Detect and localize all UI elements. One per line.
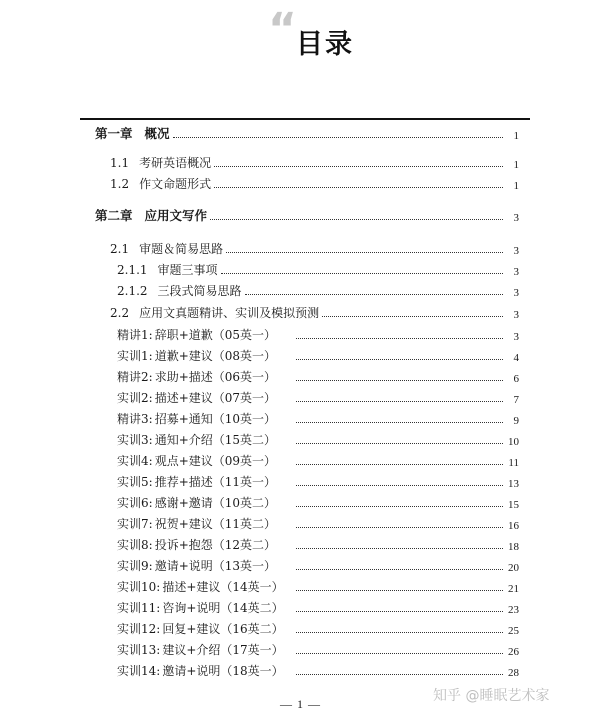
toc-leader-dots xyxy=(245,294,503,295)
toc-entry[interactable] xyxy=(110,174,519,192)
toc-entry[interactable] xyxy=(117,514,519,532)
toc-entry-label xyxy=(117,662,296,679)
toc-entry-number: 第二章 xyxy=(95,208,133,223)
toc-page-number: 3 xyxy=(513,287,519,299)
toc-leader-dots xyxy=(296,485,503,486)
toc-entry[interactable] xyxy=(117,619,519,637)
toc-entry-title: 感谢+邀请（10英二） xyxy=(154,496,277,510)
toc-entry-number: 实训11: xyxy=(117,601,161,615)
toc-entry-number: 实训10: xyxy=(117,580,161,594)
toc-entry[interactable] xyxy=(117,260,519,278)
toc-entry-label xyxy=(95,206,210,224)
toc-page-number: 25 xyxy=(508,625,519,637)
toc-entry[interactable] xyxy=(117,430,519,448)
toc-entry-label xyxy=(110,175,214,192)
toc-entry-label xyxy=(117,620,296,637)
toc-entry[interactable] xyxy=(117,598,519,616)
toc-entry-number: 实训13: xyxy=(117,643,161,657)
toc-leader-dots xyxy=(296,674,503,675)
toc-entry-title: 审题＆简易思路 xyxy=(139,242,224,256)
toc-entry-title: 应用文真题精讲、实训及模拟预测 xyxy=(139,306,320,320)
toc-entry[interactable] xyxy=(117,409,519,427)
toc-entry-title: 邀请+说明（13英一） xyxy=(154,559,277,573)
toc-page-number: 16 xyxy=(508,520,519,532)
toc-page-number: 1 xyxy=(513,130,519,142)
toc-leader-dots xyxy=(296,527,503,528)
toc-entry[interactable] xyxy=(117,346,519,364)
toc-page-number: 3 xyxy=(513,309,519,321)
toc-page-number: 13 xyxy=(508,478,519,490)
toc-entry[interactable] xyxy=(117,472,519,490)
toc-entry-label xyxy=(110,240,226,257)
toc-entry-number: 实训5: xyxy=(117,475,153,489)
toc-entry-label xyxy=(117,641,296,658)
toc-entry-title: 推荐+描述（11英一） xyxy=(154,475,277,489)
toc-page-number: 20 xyxy=(508,562,519,574)
toc-entry[interactable] xyxy=(117,661,519,679)
toc-entry-number: 第一章 xyxy=(95,126,133,141)
toc-leader-dots xyxy=(210,219,503,220)
toc-entry-label xyxy=(110,304,322,321)
toc-page-number: 28 xyxy=(508,667,519,679)
toc-entry[interactable] xyxy=(117,556,519,574)
toc-entry-label xyxy=(117,578,296,595)
toc-leader-dots xyxy=(296,464,503,465)
toc-entry[interactable] xyxy=(110,153,519,171)
toc-entry-label xyxy=(117,368,296,385)
toc-leader-dots xyxy=(214,187,503,188)
toc-page-number: 4 xyxy=(513,352,519,364)
toc-entry[interactable] xyxy=(110,239,519,257)
toc-entry-label xyxy=(117,326,296,343)
toc-entry-number: 实训1: xyxy=(117,349,153,363)
toc-entry-label xyxy=(117,410,296,427)
toc-entry-number: 2.1.1 xyxy=(117,263,148,277)
toc-entry-label xyxy=(117,515,296,532)
toc-entry-title: 回复+建议（16英二） xyxy=(162,622,284,636)
watermark: 知乎 @睡眠艺术家 xyxy=(433,688,550,704)
toc-entry-title: 道歉+建议（08英一） xyxy=(154,349,277,363)
toc-leader-dots xyxy=(296,422,503,423)
toc-entry[interactable] xyxy=(95,206,519,224)
toc-entry-title: 观点+建议（09英一） xyxy=(154,454,277,468)
toc-entry-title: 三段式简易思路 xyxy=(157,284,242,298)
toc-entry-title: 应用文写作 xyxy=(144,208,208,223)
toc-page-number: 3 xyxy=(513,245,519,257)
toc-entry-number: 实训4: xyxy=(117,454,153,468)
toc-page-number: 23 xyxy=(508,604,519,616)
toc-entry-number: 2.1.2 xyxy=(117,284,148,298)
toc-leader-dots xyxy=(296,443,503,444)
toc-page-number: 10 xyxy=(508,436,519,448)
toc-page-number: 26 xyxy=(508,646,519,658)
toc-entry-title: 咨询+说明（14英二） xyxy=(162,601,284,615)
toc-entry-number: 实训6: xyxy=(117,496,153,510)
toc-entry-number: 2.2 xyxy=(110,306,130,320)
toc-entry-label xyxy=(117,557,296,574)
toc-leader-dots xyxy=(296,611,503,612)
toc-page-number: 3 xyxy=(513,266,519,278)
toc-leader-dots xyxy=(296,632,503,633)
toc-entry-label xyxy=(117,261,221,278)
toc-entry-label xyxy=(110,154,214,171)
toc-page-number: 6 xyxy=(513,373,519,385)
toc-entry-label xyxy=(117,536,296,553)
toc-entry[interactable] xyxy=(95,124,519,142)
toc-page-number: 9 xyxy=(513,415,519,427)
toc-entry[interactable] xyxy=(117,640,519,658)
toc-entry-title: 辞职+道歉（05英一） xyxy=(154,328,277,342)
toc-entry-number: 2.1 xyxy=(110,242,130,256)
toc-leader-dots xyxy=(296,548,503,549)
toc-entry[interactable] xyxy=(117,388,519,406)
toc-leader-dots xyxy=(226,252,503,253)
toc-entry-title: 祝贺+建议（11英二） xyxy=(154,517,277,531)
toc-leader-dots xyxy=(296,338,503,339)
toc-entry-title: 作文命题形式 xyxy=(139,177,212,191)
toc-entry[interactable] xyxy=(117,451,519,469)
toc-page-number: 18 xyxy=(508,541,519,553)
toc-page-number: 21 xyxy=(508,583,519,595)
toc-entry-number: 精讲3: xyxy=(117,412,153,426)
toc-entry-title: 审题三事项 xyxy=(157,263,218,277)
toc-entry-title: 建议+介绍（17英一） xyxy=(162,643,284,657)
toc-entry-label xyxy=(117,389,296,406)
toc-entry[interactable] xyxy=(117,367,519,385)
toc-entry-label xyxy=(117,452,296,469)
toc-leader-dots xyxy=(296,653,503,654)
toc-leader-dots xyxy=(296,569,503,570)
toc-entry-label xyxy=(117,347,296,364)
page-number: — 1 — xyxy=(280,697,321,711)
toc-entry-number: 实训3: xyxy=(117,433,153,447)
toc-entry-label xyxy=(117,599,296,616)
toc-entry-number: 实训9: xyxy=(117,559,153,573)
toc-page-number: 1 xyxy=(513,180,519,192)
toc-entry-title: 概况 xyxy=(144,126,170,141)
toc-entry[interactable] xyxy=(117,577,519,595)
toc-entry-number: 实训12: xyxy=(117,622,161,636)
toc-entry-title: 求助+描述（06英一） xyxy=(154,370,277,384)
toc-entry-title: 邀请+说明（18英一） xyxy=(162,664,284,678)
toc-entry-title: 描述+建议（14英一） xyxy=(162,580,284,594)
toc-leader-dots xyxy=(296,380,503,381)
toc-leader-dots xyxy=(296,401,503,402)
toc-leader-dots xyxy=(322,316,503,317)
toc-entry-number: 实训2: xyxy=(117,391,153,405)
toc-entry-label xyxy=(117,431,296,448)
toc-entry-label xyxy=(117,282,245,299)
toc-entry[interactable] xyxy=(117,281,519,299)
toc-leader-dots xyxy=(296,590,503,591)
toc-entry-title: 考研英语概况 xyxy=(139,156,212,170)
toc-leader-dots xyxy=(221,273,503,274)
toc-entry-label xyxy=(117,494,296,511)
toc-page-number: 3 xyxy=(513,212,519,224)
toc-entry-number: 实训7: xyxy=(117,517,153,531)
toc-entry-number: 实训8: xyxy=(117,538,153,552)
toc-entry-label xyxy=(95,124,173,142)
toc-entry-number: 1.1 xyxy=(110,156,130,170)
toc-entry-number: 精讲1: xyxy=(117,328,153,342)
toc-entry-label xyxy=(117,473,296,490)
toc-page-number: 11 xyxy=(508,457,519,469)
toc-entry-number: 精讲2: xyxy=(117,370,153,384)
toc-page-number: 7 xyxy=(513,394,519,406)
toc-entry[interactable] xyxy=(117,535,519,553)
toc-leader-dots xyxy=(214,166,503,167)
toc-page-number: 15 xyxy=(508,499,519,511)
toc-entry-title: 投诉+抱怨（12英二） xyxy=(154,538,277,552)
toc-entry[interactable] xyxy=(117,325,519,343)
toc-entry[interactable] xyxy=(110,303,519,321)
toc-page-number: 3 xyxy=(513,331,519,343)
toc-entry[interactable] xyxy=(117,493,519,511)
toc-entry-title: 通知+介绍（15英二） xyxy=(154,433,277,447)
toc-entry-title: 描述+建议（07英一） xyxy=(154,391,277,405)
title-divider xyxy=(80,118,530,120)
toc-leader-dots xyxy=(296,506,503,507)
toc-page-number: 1 xyxy=(513,159,519,171)
toc-entry-title: 招募+通知（10英一） xyxy=(154,412,277,426)
decorative-quote-icon: “ xyxy=(268,4,295,55)
toc-entry-number: 实训14: xyxy=(117,664,161,678)
toc-leader-dots xyxy=(173,137,503,138)
toc-leader-dots xyxy=(296,359,503,360)
page-title: 目录 xyxy=(296,29,354,60)
toc-entry-number: 1.2 xyxy=(110,177,130,191)
